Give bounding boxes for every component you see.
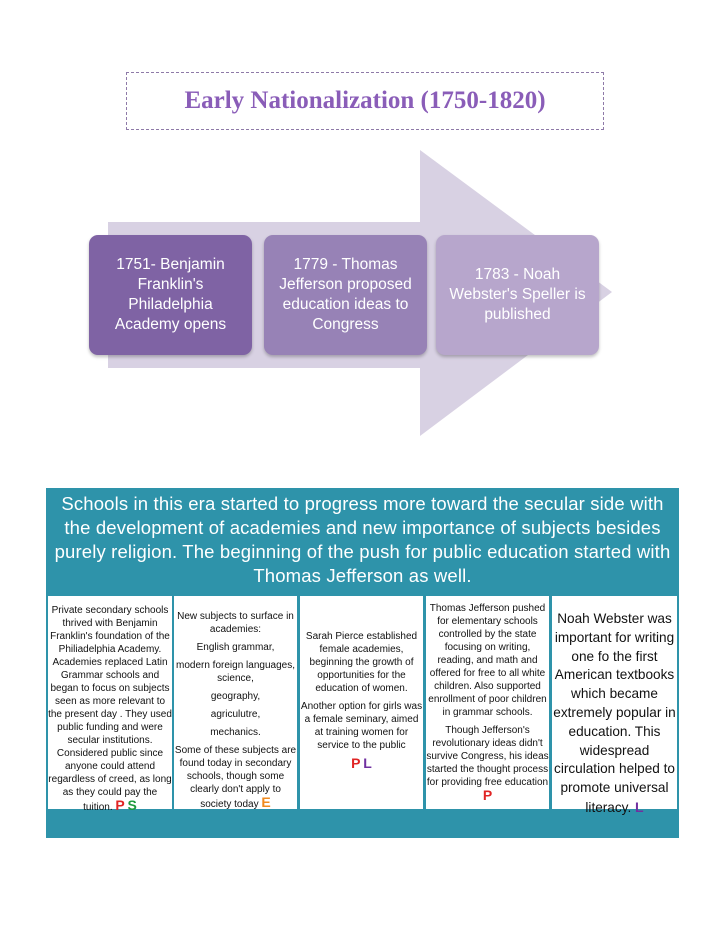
card-female-academies [300, 596, 423, 809]
era-summary-text: Schools in this era started to progress more toward the secular side with the development of academies and new importance of subjects besides purely religion. The beginning of the push for public education started with Thomas Jefferson as well. [54, 493, 671, 586]
card-line: English grammar, [196, 642, 275, 653]
timeline-event-1783: 1783 - Noah Webster's Speller is published [436, 235, 599, 355]
timeline-event-1751: 1751- Benjamin Franklin's Philadelphia Academy opens [89, 235, 252, 355]
card-line: modern foreign languages, science, [176, 660, 295, 684]
tag-p: P [115, 797, 125, 813]
card-line: agriculutre, [210, 709, 261, 720]
tag-e: E [261, 794, 271, 810]
card-line: New subjects to surface in academies: [177, 611, 294, 635]
card-line: Thomas Jefferson pushed for elementary schools controlled by the state focusing on writing, reading, and math and offered for free to all white children. Also supported enrollment of poor children in grammar schools. [428, 603, 547, 718]
tag-p: P [351, 755, 361, 771]
tag-l: L [363, 755, 372, 771]
card-jefferson [426, 596, 549, 809]
era-summary-panel [46, 488, 679, 838]
card-new-subjects [174, 596, 297, 809]
card-line: geography, [210, 691, 261, 702]
card-noah-webster [552, 596, 677, 815]
card-text: Private secondary schools thrived with Benjamin Franklin's foundation of the Philiadelphia Academy. Academies replaced Latin Grammar schools and began to focus on subjects seen as more relevant to the present day . They used public funding and were secular institutions. Considered public since anyone could attend regardless of creed, as long as they could pay the tuition. [48, 605, 172, 813]
card-franklin-academy [48, 596, 172, 813]
timeline-event-1779: 1779 - Thomas Jefferson proposed education ideas to Congress [264, 235, 427, 355]
card-text: Noah Webster was important for writing one fo the first American textbooks which became extremely popular in education. This widespread circulation helped to promote universal literacy. [553, 611, 676, 815]
card-line: Though Jefferson's revolutionary ideas didn't survive Congress, his ideas started the thought process for providing free education [426, 725, 549, 788]
card-line: Another option for girls was a female seminary, aimed at training women for service to the public [300, 701, 423, 751]
card-line: Some of these subjects are found today in secondary schools, though some clearly don't apply to society today [174, 745, 297, 810]
card-line: Sarah Pierce established female academies, beginning the growth of opportunities for the education of women. [305, 631, 418, 694]
page-title: Early Nationalization (1750-1820) [184, 87, 546, 114]
tag-p: P [482, 787, 493, 803]
tag-l: L [635, 798, 644, 815]
card-line: mechanics. [210, 727, 261, 738]
tag-s: S [127, 797, 137, 813]
